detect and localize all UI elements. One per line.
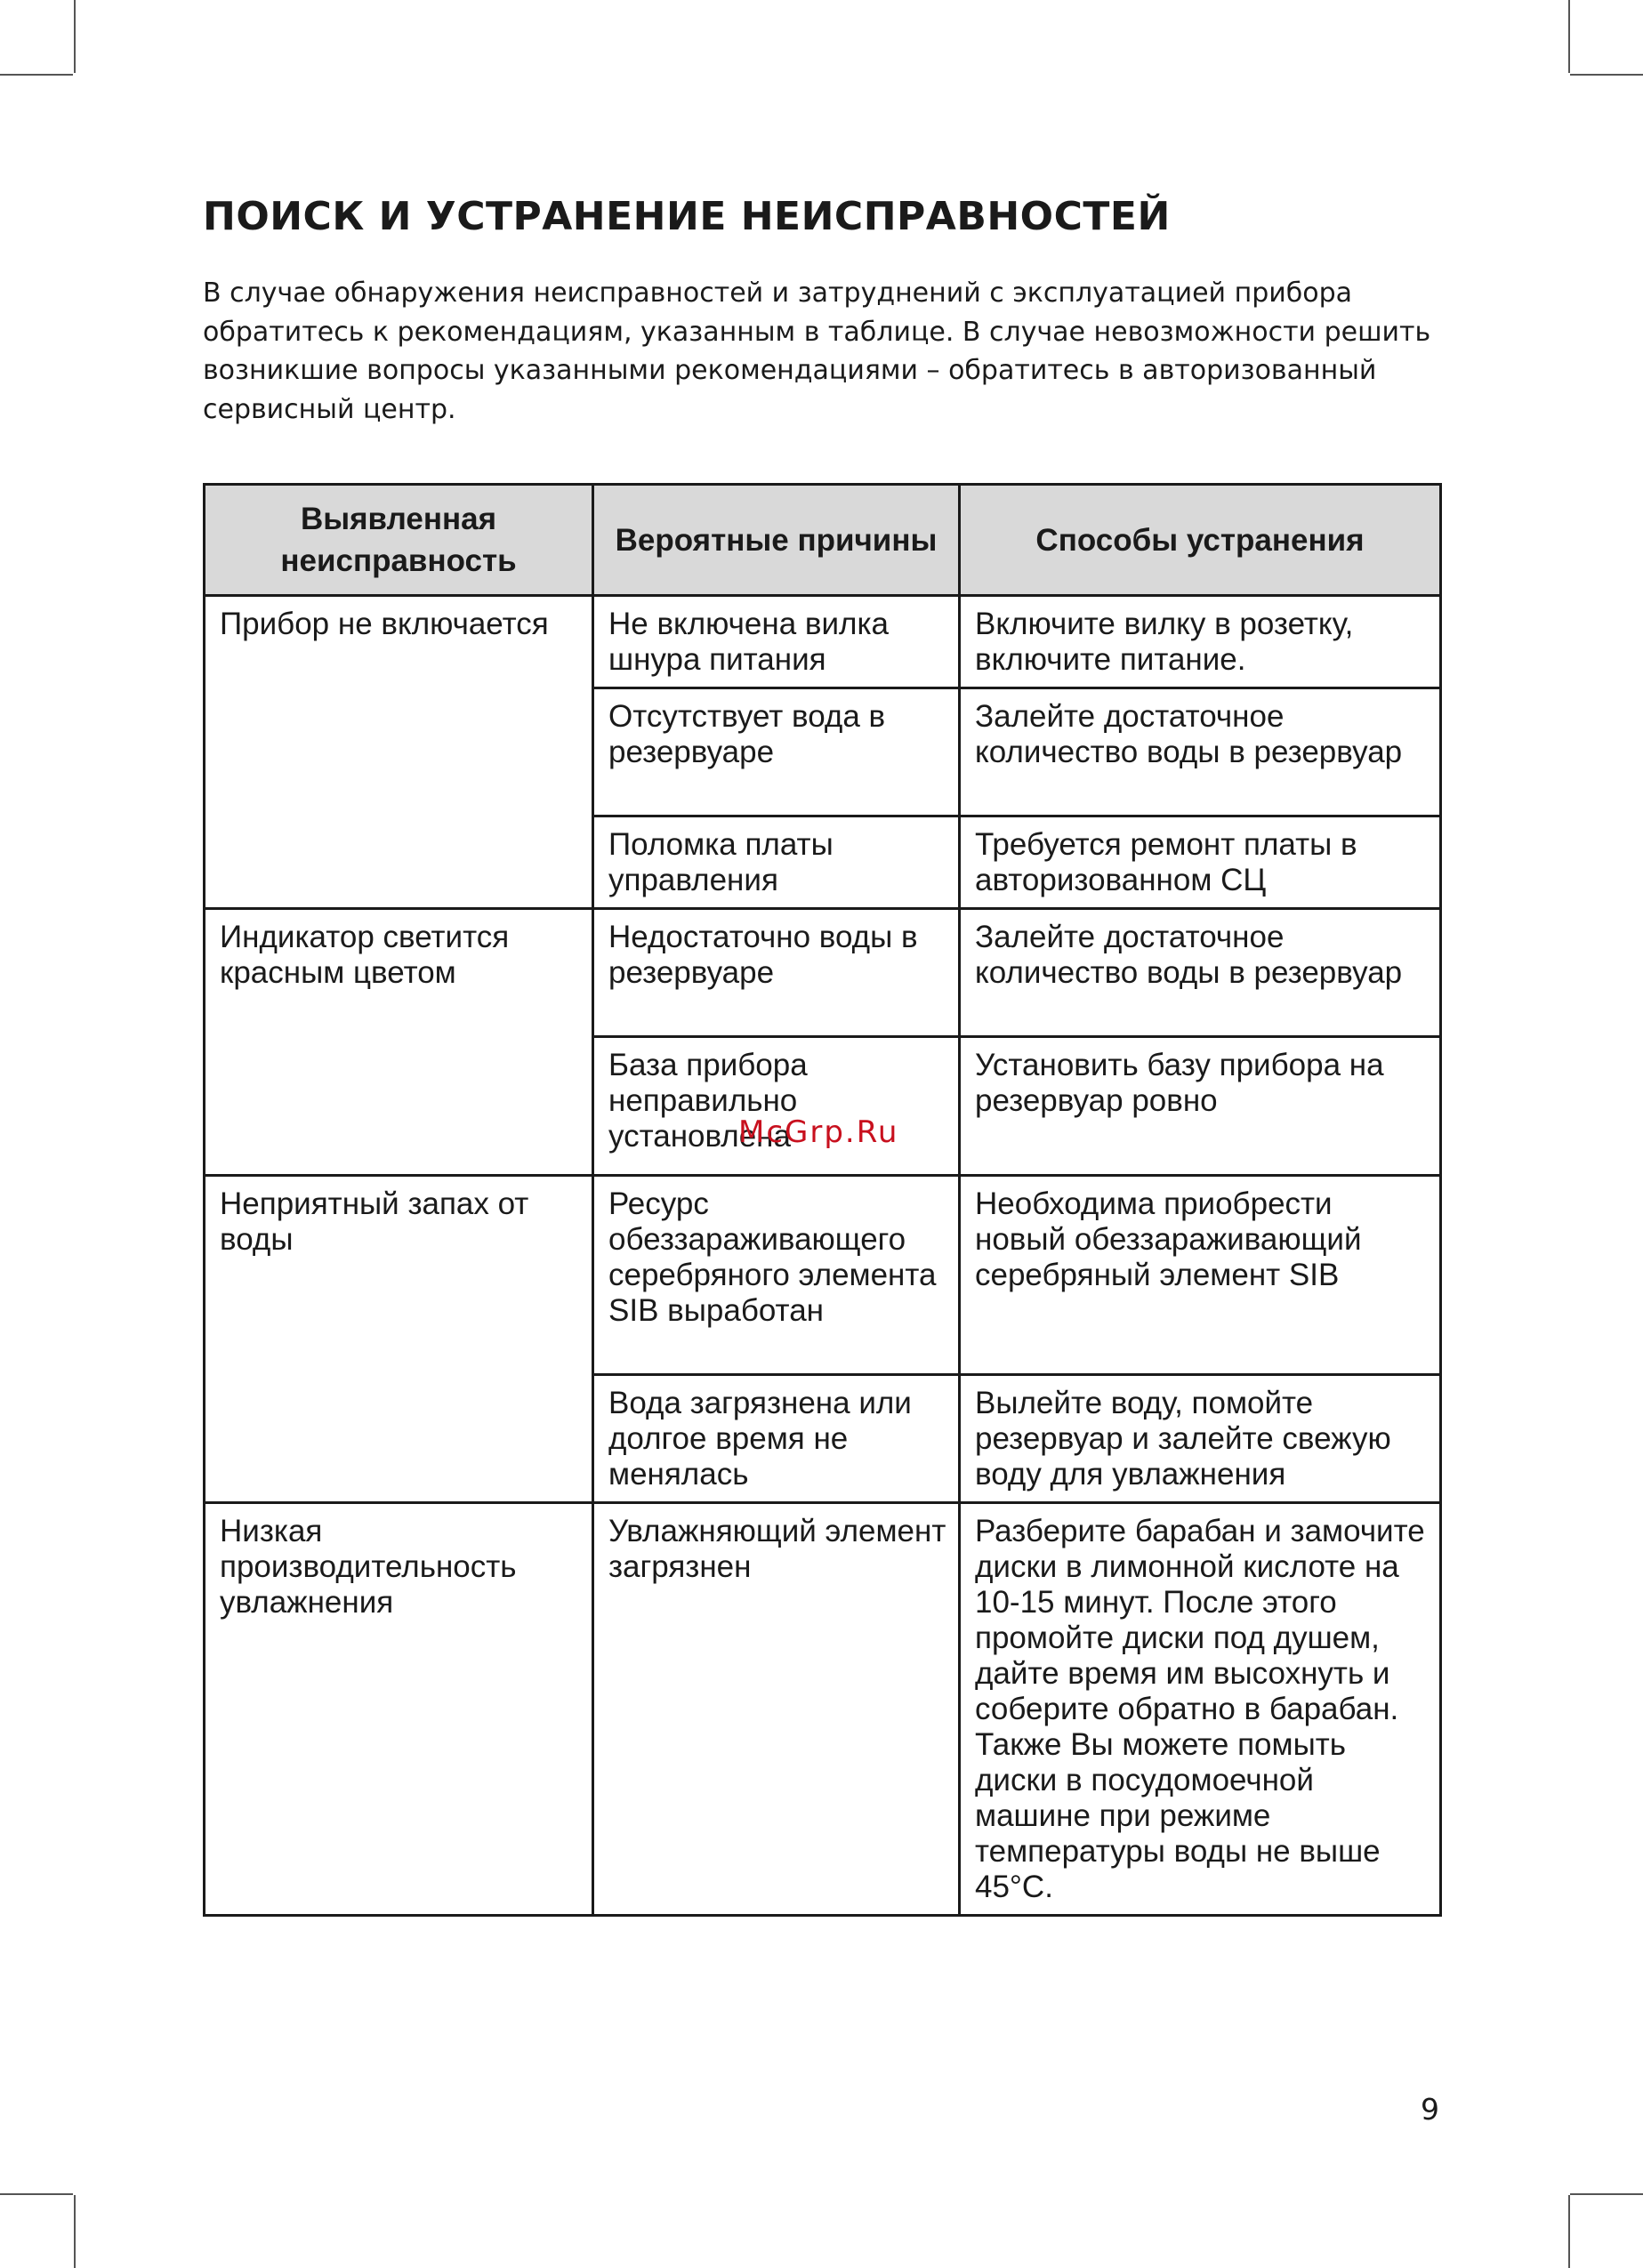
header-solutions: Способы устранения <box>960 485 1441 596</box>
fault-cell: Прибор не включается <box>205 596 593 909</box>
solution-cell: Требуется ремонт платы в авторизованном СЦ <box>960 816 1441 909</box>
solution-cell: Необходима приобрести новый обеззараживающий серебряный элемент SIB <box>960 1176 1441 1375</box>
table-row <box>205 1503 1441 1916</box>
solution-cell: Вылейте воду, помойте резервуар и залейте свежую воду для увлажнения <box>960 1375 1441 1503</box>
solution-cell: Разберите барабан и замочите диски в лимонной кислоте на 10-15 минут. После этого промойте диски под душем, дайте время им высохнуть и соберите обратно в барабан. Также Вы можете помыть диски в посудомоечной машине при режиме температуры воды не выше 45°С. <box>960 1503 1441 1916</box>
solution-cell: Включите вилку в розетку, включите питание. <box>960 596 1441 688</box>
cause-cell: Ресурс обеззараживающего серебряного элемента SIB выработан <box>593 1176 960 1375</box>
cause-cell: Недостаточно воды в резервуаре <box>593 909 960 1037</box>
table-header-row <box>205 485 1441 596</box>
header-causes: Вероятные причины <box>593 485 960 596</box>
cause-cell: Вода загрязнена или долгое время не менялась <box>593 1375 960 1503</box>
troubleshooting-table <box>203 483 1442 1917</box>
crop-mark <box>0 2193 73 2195</box>
fault-cell: Индикатор светится красным цветом <box>205 909 593 1176</box>
crop-mark <box>74 0 76 73</box>
cause-cell: База прибора неправильно установлена <box>593 1037 960 1176</box>
crop-mark <box>0 74 73 76</box>
solution-cell: Залейте достаточное количество воды в резервуар <box>960 909 1441 1037</box>
page-title: ПОИСК И УСТРАНЕНИЕ НЕИСПРАВНОСТЕЙ <box>203 194 1171 239</box>
header-fault: Выявленная неисправность <box>205 485 593 596</box>
crop-mark <box>1568 2195 1570 2268</box>
crop-mark <box>74 2195 76 2268</box>
crop-mark <box>1570 2193 1643 2195</box>
cause-cell: Не включена вилка шнура питания <box>593 596 960 688</box>
crop-mark <box>1568 0 1570 73</box>
solution-cell: Залейте достаточное количество воды в резервуар <box>960 688 1441 816</box>
cause-cell: Отсутствует вода в резервуаре <box>593 688 960 816</box>
table-row <box>205 1176 1441 1375</box>
table-row <box>205 596 1441 688</box>
watermark: McGrp.Ru <box>738 1114 899 1150</box>
page-number: 9 <box>1421 2092 1439 2127</box>
solution-cell: Установить базу прибора на резервуар ровно <box>960 1037 1441 1176</box>
fault-cell: Низкая производительность увлажнения <box>205 1503 593 1916</box>
cause-cell: Увлажняющий элемент загрязнен <box>593 1503 960 1916</box>
cause-cell: Поломка платы управления <box>593 816 960 909</box>
fault-cell: Неприятный запах от воды <box>205 1176 593 1503</box>
crop-mark <box>1570 74 1643 76</box>
intro-paragraph: В случае обнаружения неисправностей и затруднений с эксплуатацией прибора обратитесь к рекомендациям, указанным в таблице. В случае невозможности решить возникшие вопросы указанными рекомендациями – обратитесь в авторизованный сервисный центр. <box>203 277 1431 425</box>
table-row <box>205 909 1441 1037</box>
